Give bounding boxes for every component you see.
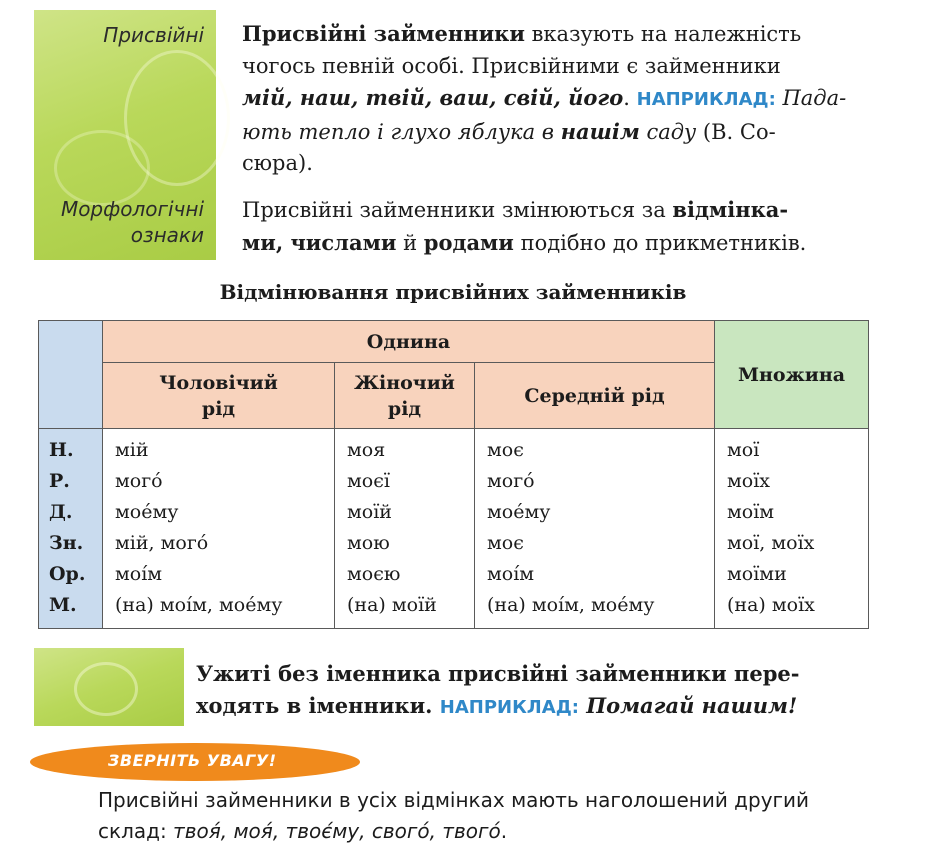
form-cell: моїм (727, 501, 775, 523)
header-feminine-line1: Жіночий (354, 371, 455, 394)
term-bold: ми, числами (242, 229, 397, 255)
example-text: ють тепло і глухо яблука в (242, 119, 561, 144)
form-cell: (на) моїх (727, 594, 815, 616)
term-bold: відмінка- (672, 197, 789, 222)
neuter-column (475, 429, 715, 629)
case-label: М. (49, 594, 77, 616)
example-label: НАПРИКЛАД: (439, 696, 579, 718)
header-feminine (335, 363, 475, 429)
decor-swirl (54, 130, 150, 206)
form-cell: моєю (347, 563, 401, 585)
example-text: Пада- (775, 86, 847, 110)
example-text: саду (639, 119, 697, 144)
case-column (39, 429, 103, 629)
example-highlight: нашім (560, 118, 640, 144)
attention-label: ЗВЕРНІТЬ УВАГУ! (108, 751, 277, 770)
case-label: Ор. (49, 563, 86, 585)
substantivation-note (196, 658, 886, 723)
header-singular: Однина (103, 321, 715, 363)
text: сюра). (242, 151, 313, 175)
form-cell: (на) моı́м, моéму (487, 594, 655, 616)
text: Присвійні займенники змінюються за (242, 198, 673, 222)
form-cell: мій (115, 439, 149, 461)
form-cell: мій, могó (115, 532, 209, 554)
form-cell: моїми (727, 563, 787, 585)
header-masculine-line1: Чоловічий (159, 371, 278, 394)
example-text: Помагай (578, 692, 702, 718)
form-cell: мої, моїх (727, 532, 815, 554)
form-cell: моєї (347, 470, 390, 492)
form-cell: моı́м (487, 563, 535, 585)
term-bold: Присвійні займенники (242, 21, 525, 46)
form-cell: мої (727, 439, 760, 461)
text: й (396, 230, 424, 255)
header-plural: Множина (715, 321, 869, 429)
case-label: Н. (49, 439, 74, 461)
text: Ужиті без іменника присвійні займенники пере- (196, 661, 800, 686)
example-highlight: нашим (701, 692, 789, 718)
form-cell: моє (487, 439, 524, 461)
form-cell: моїй (347, 501, 392, 523)
form-cell: мою (347, 532, 390, 554)
form-cell: моéму (487, 501, 551, 523)
term-bold: родами (423, 229, 514, 255)
form-cell: (на) моı́м, моéму (115, 594, 283, 616)
side-label-morph (36, 196, 204, 248)
form-cell: моя (347, 439, 386, 461)
header-masculine-line2: рід (201, 397, 236, 420)
text: ! (788, 692, 798, 718)
side-label-morph-line2: ознаки (130, 223, 204, 247)
corner-cell (39, 321, 103, 429)
case-label: Р. (49, 470, 70, 492)
text: (В. Со- (696, 119, 776, 144)
header-masculine (103, 363, 335, 429)
form-cell: моéму (115, 501, 179, 523)
case-label: Д. (49, 501, 73, 523)
pronoun-list: мій, наш, твій, ваш, свій, його (242, 85, 624, 110)
header-feminine-line2: рід (387, 397, 422, 420)
form-cell: моїх (727, 470, 771, 492)
form-cell: (на) моїй (347, 594, 437, 616)
example-label: НАПРИКЛАД: (636, 89, 776, 110)
case-label: Зн. (49, 532, 84, 554)
morphology-paragraph (242, 194, 892, 259)
form-cell: могó (115, 470, 163, 492)
text: вказують на належність (524, 22, 802, 46)
text: . (623, 86, 637, 110)
definition-paragraph (242, 18, 892, 180)
example-text: твоя́, моя́, твоє́му, свогó, твогó (173, 819, 501, 843)
form-cell: моє (487, 532, 524, 554)
declension-table (38, 320, 869, 629)
side-label-possessive: Присвійні (103, 23, 204, 47)
text: . (500, 819, 508, 843)
feminine-column (335, 429, 475, 629)
text: чогось певній особі. Присвійними є займенники (242, 53, 781, 78)
attention-banner (30, 743, 360, 781)
plural-column (715, 429, 869, 629)
text: склад: (98, 819, 174, 843)
text: подібно до прикметників. (513, 230, 807, 255)
stress-note (98, 785, 898, 847)
form-cell: моı́м (115, 563, 163, 585)
table-title: Відмінювання присвійних займенників (219, 280, 687, 304)
decor-swirl (74, 662, 138, 716)
form-cell: могó (487, 470, 535, 492)
masculine-column (103, 429, 335, 629)
header-neuter: Середній рід (475, 363, 715, 429)
text: ходять в іменники. (196, 692, 440, 718)
text: Присвійні займенники в усіх відмінках мають наголошений другий (98, 788, 810, 812)
note-panel (34, 648, 184, 726)
side-label-morph-line1: Морфологічні (60, 197, 204, 221)
